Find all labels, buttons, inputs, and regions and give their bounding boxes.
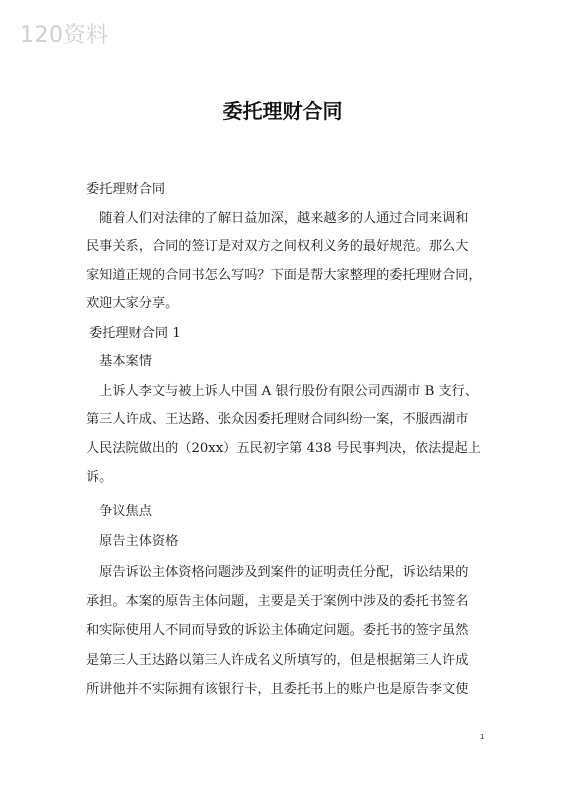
subheading: 争议焦点 — [86, 504, 152, 519]
text-line: 人民法院做出的（20xx）五民初字第 438 号民事判决，依法提起上 — [86, 441, 481, 456]
text-line: 欢迎大家分享。 — [86, 296, 179, 311]
text-line: 是第三人王达路以第三人许成名义所填写的，但是根据第三人许成 — [86, 653, 469, 668]
text-line: 诉。 — [86, 470, 113, 485]
text-line: 委托理财合同 — [86, 182, 166, 197]
subheading: 原告主体资格 — [86, 534, 179, 549]
text-line: 第三人许成、王达路、张众因委托理财合同纠纷一案，不服西湖市 — [86, 412, 469, 427]
text-line: 所讲他并不实际拥有该银行卡，且委托书上的账户也是原告李文使 — [86, 682, 469, 697]
text-line: 原告诉讼主体资格问题涉及到案件的证明责任分配，诉讼结果的 — [86, 565, 469, 580]
watermark-logo: 120资料 — [20, 23, 109, 48]
text-line: 随着人们对法律的了解日益加深，越来越多的人通过合同来调和 — [86, 211, 469, 226]
section-heading: 委托理财合同 1 — [89, 326, 181, 341]
text-line: 上诉人李文与被上诉人中国 A 银行股份有限公司西湖市 B 支行、 — [86, 384, 479, 399]
text-line: 家知道正规的合同书怎么写吗？下面是帮大家整理的委托理财合同， — [86, 268, 482, 283]
text-line: 承担。本案的原告主体问题，主要是关于案例中涉及的委托书签名 — [86, 594, 469, 609]
text-line: 民事关系，合同的签订是对双方之间权利义务的最好规范。那么大 — [86, 239, 469, 254]
page-number: 1 — [480, 733, 485, 741]
subheading: 基本案情 — [86, 354, 152, 369]
text-line: 和实际使用人不同而导致的诉讼主体确定问题。委托书的签字虽然 — [86, 623, 469, 638]
document-title: 委托理财合同 — [222, 99, 343, 123]
